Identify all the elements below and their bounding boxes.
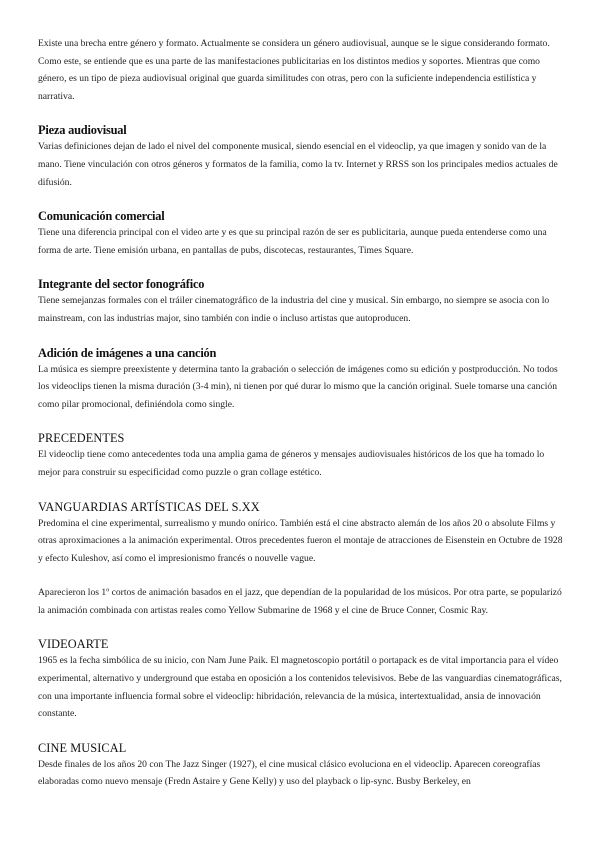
heading-adicion-imagenes: Adición de imágenes a una canción — [38, 345, 217, 360]
paragraph-vanguardias-1: Predomina el cine experimental, surrealismo y mundo onírico. También está el cine abstracto alemán de los años 20 o absolute Films y otras aproximaciones a la animación experimental. Otros precedentes fueron el montaje de atracciones de Eisenstein en Octubre de 1928 y efecto Kuleshov, así como el impresionismo francés o nouvelle vague. — [38, 517, 563, 564]
heading-videoarte: VIDEOARTE — [38, 637, 109, 652]
paragraph-adicion-imagenes: La música es siempre preexistente y determina tanto la grabación o selección de imágenes como su edición y postproducción. No todos los videoclips tienen la misma duración (3-4 min), ni tienen por qué durar lo mismo que la canción original. Suele tomarse una canción como pilar promocional, definiéndola como single. — [38, 363, 558, 410]
paragraph-pieza-audiovisual: Varias definiciones dejan de lado el nivel del componente musical, siendo esencial en el videoclip, ya que imagen y sonido van de la mano. Tiene vinculación con otros géneros y formatos de la familia, como la tv. Internet y RRSS son los principales medios actuales de difusión. — [38, 141, 558, 188]
heading-precedentes: PRECEDENTES — [38, 431, 125, 446]
heading-cine-musical: CINE MUSICAL — [38, 740, 127, 755]
paragraph-videoarte: 1965 es la fecha simbólica de su inicio, con Nam June Paik. El magnetoscopio portátil o portapack es de vital importancia para el vídeo experimental, alternativo y underground que estaba en oposición a los contenidos televisivos. Bebe de las vanguardias cinematográficas, con una importante influencia formal sobre el videoclip: hibridación, relevancia de la música, intertextualidad, ansia de innovación constante. — [38, 655, 562, 720]
heading-vanguardias: VANGUARDIAS ARTÍSTICAS DEL S.XX — [38, 499, 260, 514]
paragraph-integrante-sector-fonografico: Tiene semejanzas formales con el tráiler cinematográfico de la industria del cine y musical. Sin embargo, no siempre se asocia con lo mainstream, con las industrias major, sino también con indie o incluso artistas que autoproducen. — [38, 295, 550, 324]
paragraph-cine-musical: Desde finales de los años 20 con The Jazz Singer (1927), el cine musical clásico evoluciona en el videoclip. Aparecen coreografías elaboradas como nuevo mensaje (Fredn Astaire y Gene Kelly) y uso del playback o lip-sync. Busby Berkeley, en — [38, 758, 541, 788]
heading-integrante-sector-fonografico: Integrante del sector fonográfico — [38, 277, 205, 292]
heading-pieza-audiovisual: Pieza audiovisual — [38, 123, 127, 138]
heading-comunicacion-comercial: Comunicación comercial — [38, 209, 165, 224]
intro-paragraph: Existe una brecha entre género y formato. Actualmente se considera un género audiovisual, aunque se le sigue considerando formato. Como este, se entiende que es una parte de las manifestaciones publicitarias en los distintos medios y soportes. Mientras que como género, es un tipo de pieza audiovisual original que guarda similitudes con otras, pero con la suficiente independencia estilística y narrativa. — [38, 38, 550, 102]
paragraph-vanguardias-2: Aparecieron los 1º cortos de animación basados en el jazz, que dependían de la popularidad de los músicos. Por otra parte, se popularizó la animación combinada con artistas reales como Yellow Submarine de 1968 y el cine de Bruce Conner, Cosmic Ray. — [38, 587, 562, 616]
document-page — [38, 35, 566, 791]
paragraph-precedentes: El videoclip tiene como antecedentes toda una amplia gama de géneros y mensajes audiovisuales históricos de los que ha tomado lo mejor para construir su especificidad como puzzle o gran collage estético. — [38, 449, 545, 478]
paragraph-comunicacion-comercial: Tiene una diferencia principal con el video arte y es que su principal razón de ser es publicitaria, aunque pueda entenderse como una forma de arte. Tiene emisión urbana, en pantallas de pubs, discotecas, restaurantes, Times Square. — [38, 227, 547, 256]
